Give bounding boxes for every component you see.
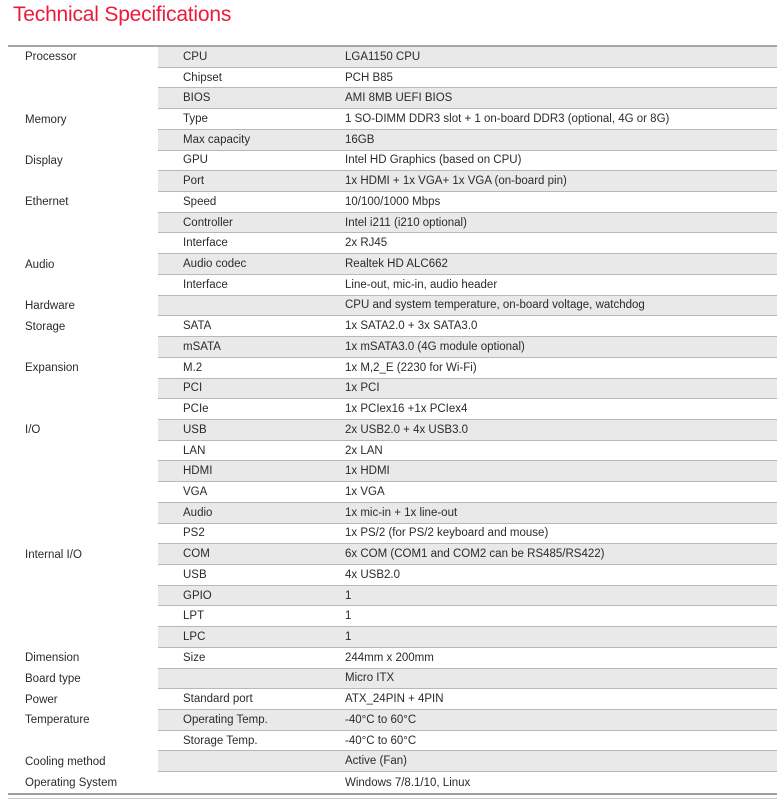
label-cell: PCI — [183, 382, 203, 395]
category-cell: Internal I/O — [8, 544, 158, 565]
value-cell: 1x PCI — [345, 382, 380, 395]
table-row — [8, 606, 777, 627]
value-cell: Active (Fan) — [345, 755, 407, 768]
table-row — [8, 420, 777, 441]
label-cell: Chipset — [183, 71, 222, 84]
table-row — [8, 689, 777, 710]
value-cell: 10/100/1000 Mbps — [345, 195, 441, 208]
label-cell: Speed — [183, 195, 217, 208]
row-data-area — [158, 130, 777, 151]
category-cell: Expansion — [8, 358, 158, 379]
row-data-area — [158, 399, 777, 420]
table-row — [8, 88, 777, 109]
label-cell: Interface — [183, 237, 228, 250]
label-cell: Standard port — [183, 693, 253, 706]
value-cell: 6x COM (COM1 and COM2 can be RS485/RS422) — [345, 548, 605, 561]
row-data-area — [158, 275, 777, 296]
row-data-area — [158, 233, 777, 254]
category-cell — [8, 213, 158, 234]
category-cell — [8, 503, 158, 524]
value-cell: 1x HDMI + 1x VGA+ 1x VGA (on-board pin) — [345, 175, 567, 188]
table-row — [8, 358, 777, 379]
row-data-area — [158, 441, 777, 462]
table-row — [8, 565, 777, 586]
value-cell: CPU and system temperature, on-board voltage, watchdog — [345, 299, 645, 312]
value-cell: 2x RJ45 — [345, 237, 388, 250]
value-cell: 1x PS/2 (for PS/2 keyboard and mouse) — [345, 527, 549, 540]
category-cell — [8, 233, 158, 254]
category-cell: Audio — [8, 254, 158, 275]
value-cell: 1x mic-in + 1x line-out — [345, 506, 458, 519]
row-data-area — [158, 88, 777, 109]
value-cell: 244mm x 200mm — [345, 651, 434, 664]
row-data-area — [158, 213, 777, 234]
row-data-area — [158, 710, 777, 731]
label-cell: Size — [183, 651, 206, 664]
label-cell: LPT — [183, 610, 205, 623]
label-cell: Audio — [183, 506, 213, 519]
label-cell: GPIO — [183, 589, 212, 602]
row-data-area — [158, 565, 777, 586]
row-data-area — [158, 420, 777, 441]
value-cell: 1 — [345, 589, 352, 602]
row-data-area — [158, 648, 777, 669]
value-cell: -40°C to 60°C — [345, 713, 417, 726]
value-cell: 1x SATA2.0 + 3x SATA3.0 — [345, 320, 478, 333]
row-data-area — [158, 379, 777, 400]
table-row — [8, 544, 777, 565]
category-cell: Dimension — [8, 648, 158, 669]
category-cell: Cooling method — [8, 751, 158, 772]
value-cell: 2x LAN — [345, 444, 383, 457]
category-cell: Ethernet — [8, 192, 158, 213]
value-cell: Intel HD Graphics (based on CPU) — [345, 154, 522, 167]
row-data-area — [158, 461, 777, 482]
category-cell — [8, 461, 158, 482]
row-data-area — [158, 503, 777, 524]
category-cell: Processor — [8, 47, 158, 68]
value-cell: PCH B85 — [345, 71, 393, 84]
category-cell — [8, 482, 158, 503]
category-cell — [8, 586, 158, 607]
row-data-area — [158, 689, 777, 710]
label-cell: PS2 — [183, 527, 205, 540]
category-cell — [8, 565, 158, 586]
label-cell: Operating Temp. — [183, 713, 268, 726]
category-cell: Power — [8, 689, 158, 710]
row-data-area — [158, 669, 777, 690]
table-row — [8, 337, 777, 358]
label-cell: Max capacity — [183, 133, 251, 146]
table-row — [8, 254, 777, 275]
category-cell — [8, 399, 158, 420]
table-row — [8, 772, 777, 793]
value-cell: Line-out, mic-in, audio header — [345, 278, 498, 291]
category-cell: Memory — [8, 109, 158, 130]
category-cell — [8, 275, 158, 296]
value-cell: ATX_24PIN + 4PIN — [345, 693, 444, 706]
table-bottom-border — [8, 793, 777, 799]
table-row — [8, 648, 777, 669]
value-cell: Realtek HD ALC662 — [345, 258, 448, 271]
label-cell: USB — [183, 423, 207, 436]
value-cell: AMI 8MB UEFI BIOS — [345, 92, 453, 105]
label-cell: USB — [183, 568, 207, 581]
row-data-area — [158, 731, 777, 752]
value-cell: 1x PCIex16 +1x PCIex4 — [345, 403, 468, 416]
value-cell: LGA1150 CPU — [345, 50, 421, 63]
row-data-area — [158, 192, 777, 213]
value-cell: Intel i211 (i210 optional) — [345, 216, 467, 229]
row-data-area — [158, 151, 777, 172]
category-cell — [8, 130, 158, 151]
label-cell: Type — [183, 113, 208, 126]
label-cell — [158, 296, 345, 316]
row-data-area — [158, 254, 777, 275]
row-data-area — [158, 171, 777, 192]
value-cell: 1 — [345, 610, 352, 623]
table-row — [8, 171, 777, 192]
label-cell: Port — [183, 175, 205, 188]
table-row — [8, 399, 777, 420]
row-data-area — [158, 296, 777, 317]
label-cell: Storage Temp. — [183, 734, 258, 747]
label-cell: Controller — [183, 216, 233, 229]
value-cell: Windows 7/8.1/10, Linux — [345, 776, 471, 789]
category-cell: Display — [8, 151, 158, 172]
row-data-area — [158, 627, 777, 648]
table-row — [8, 130, 777, 151]
category-cell — [8, 524, 158, 545]
row-data-area — [158, 606, 777, 627]
label-cell: Interface — [183, 278, 228, 291]
label-cell — [158, 669, 345, 689]
label-cell: LAN — [183, 444, 206, 457]
category-cell: Storage — [8, 316, 158, 337]
table-row — [8, 47, 777, 68]
label-cell: mSATA — [183, 340, 221, 353]
page-title: Technical Specifications — [13, 3, 232, 26]
category-cell: I/O — [8, 420, 158, 441]
value-cell: -40°C to 60°C — [345, 734, 417, 747]
label-cell: SATA — [183, 320, 212, 333]
table-row — [8, 503, 777, 524]
value-cell: 4x USB2.0 — [345, 568, 400, 581]
value-cell: 1x VGA — [345, 485, 385, 498]
value-cell: 1x mSATA3.0 (4G module optional) — [345, 340, 525, 353]
label-cell: VGA — [183, 485, 208, 498]
table-row — [8, 151, 777, 172]
table-row — [8, 109, 777, 130]
category-cell: Temperature — [8, 710, 158, 731]
row-data-area — [158, 337, 777, 358]
table-row — [8, 213, 777, 234]
value-cell: 1x HDMI — [345, 465, 390, 478]
category-cell: Hardware — [8, 296, 158, 317]
table-row — [8, 669, 777, 690]
category-cell: Operating System — [8, 772, 158, 793]
table-row — [8, 233, 777, 254]
row-data-area — [158, 772, 777, 793]
spec-table-rows — [8, 47, 777, 793]
row-data-area — [158, 358, 777, 379]
table-row — [8, 731, 777, 752]
label-cell: LPC — [183, 630, 206, 643]
table-row — [8, 586, 777, 607]
table-row — [8, 275, 777, 296]
label-cell — [158, 751, 345, 771]
table-row — [8, 627, 777, 648]
table-row — [8, 296, 777, 317]
label-cell: GPU — [183, 154, 208, 167]
label-cell: M.2 — [183, 361, 203, 374]
row-data-area — [158, 751, 777, 772]
table-row — [8, 524, 777, 545]
table-row — [8, 68, 777, 89]
value-cell: Micro ITX — [345, 672, 395, 685]
category-cell — [8, 441, 158, 462]
category-cell — [8, 379, 158, 400]
category-cell — [8, 88, 158, 109]
row-data-area — [158, 544, 777, 565]
value-cell: 16GB — [345, 133, 375, 146]
row-data-area — [158, 524, 777, 545]
label-cell: Audio codec — [183, 258, 247, 271]
category-cell — [8, 606, 158, 627]
category-cell — [8, 171, 158, 192]
table-row — [8, 751, 777, 772]
label-cell: HDMI — [183, 465, 213, 478]
table-row — [8, 461, 777, 482]
table-row — [8, 192, 777, 213]
table-row — [8, 441, 777, 462]
table-row — [8, 710, 777, 731]
category-cell: Board type — [8, 669, 158, 690]
label-cell: COM — [183, 548, 210, 561]
table-row — [8, 316, 777, 337]
value-cell: 1x M,2_E (2230 for Wi-Fi) — [345, 361, 477, 374]
row-data-area — [158, 68, 777, 89]
spec-table — [8, 45, 777, 799]
table-row — [8, 379, 777, 400]
label-cell — [158, 772, 345, 793]
row-data-area — [158, 316, 777, 337]
label-cell: CPU — [183, 50, 208, 63]
row-data-area — [158, 482, 777, 503]
category-cell — [8, 68, 158, 89]
row-data-area — [158, 109, 777, 130]
value-cell: 1 — [345, 630, 352, 643]
label-cell: BIOS — [183, 92, 211, 105]
category-cell — [8, 337, 158, 358]
category-cell — [8, 731, 158, 752]
row-data-area — [158, 47, 777, 68]
label-cell: PCIe — [183, 403, 209, 416]
row-data-area — [158, 586, 777, 607]
value-cell: 2x USB2.0 + 4x USB3.0 — [345, 423, 469, 436]
table-row — [8, 482, 777, 503]
value-cell: 1 SO-DIMM DDR3 slot + 1 on-board DDR3 (optional, 4G or 8G) — [345, 113, 670, 126]
category-cell — [8, 627, 158, 648]
